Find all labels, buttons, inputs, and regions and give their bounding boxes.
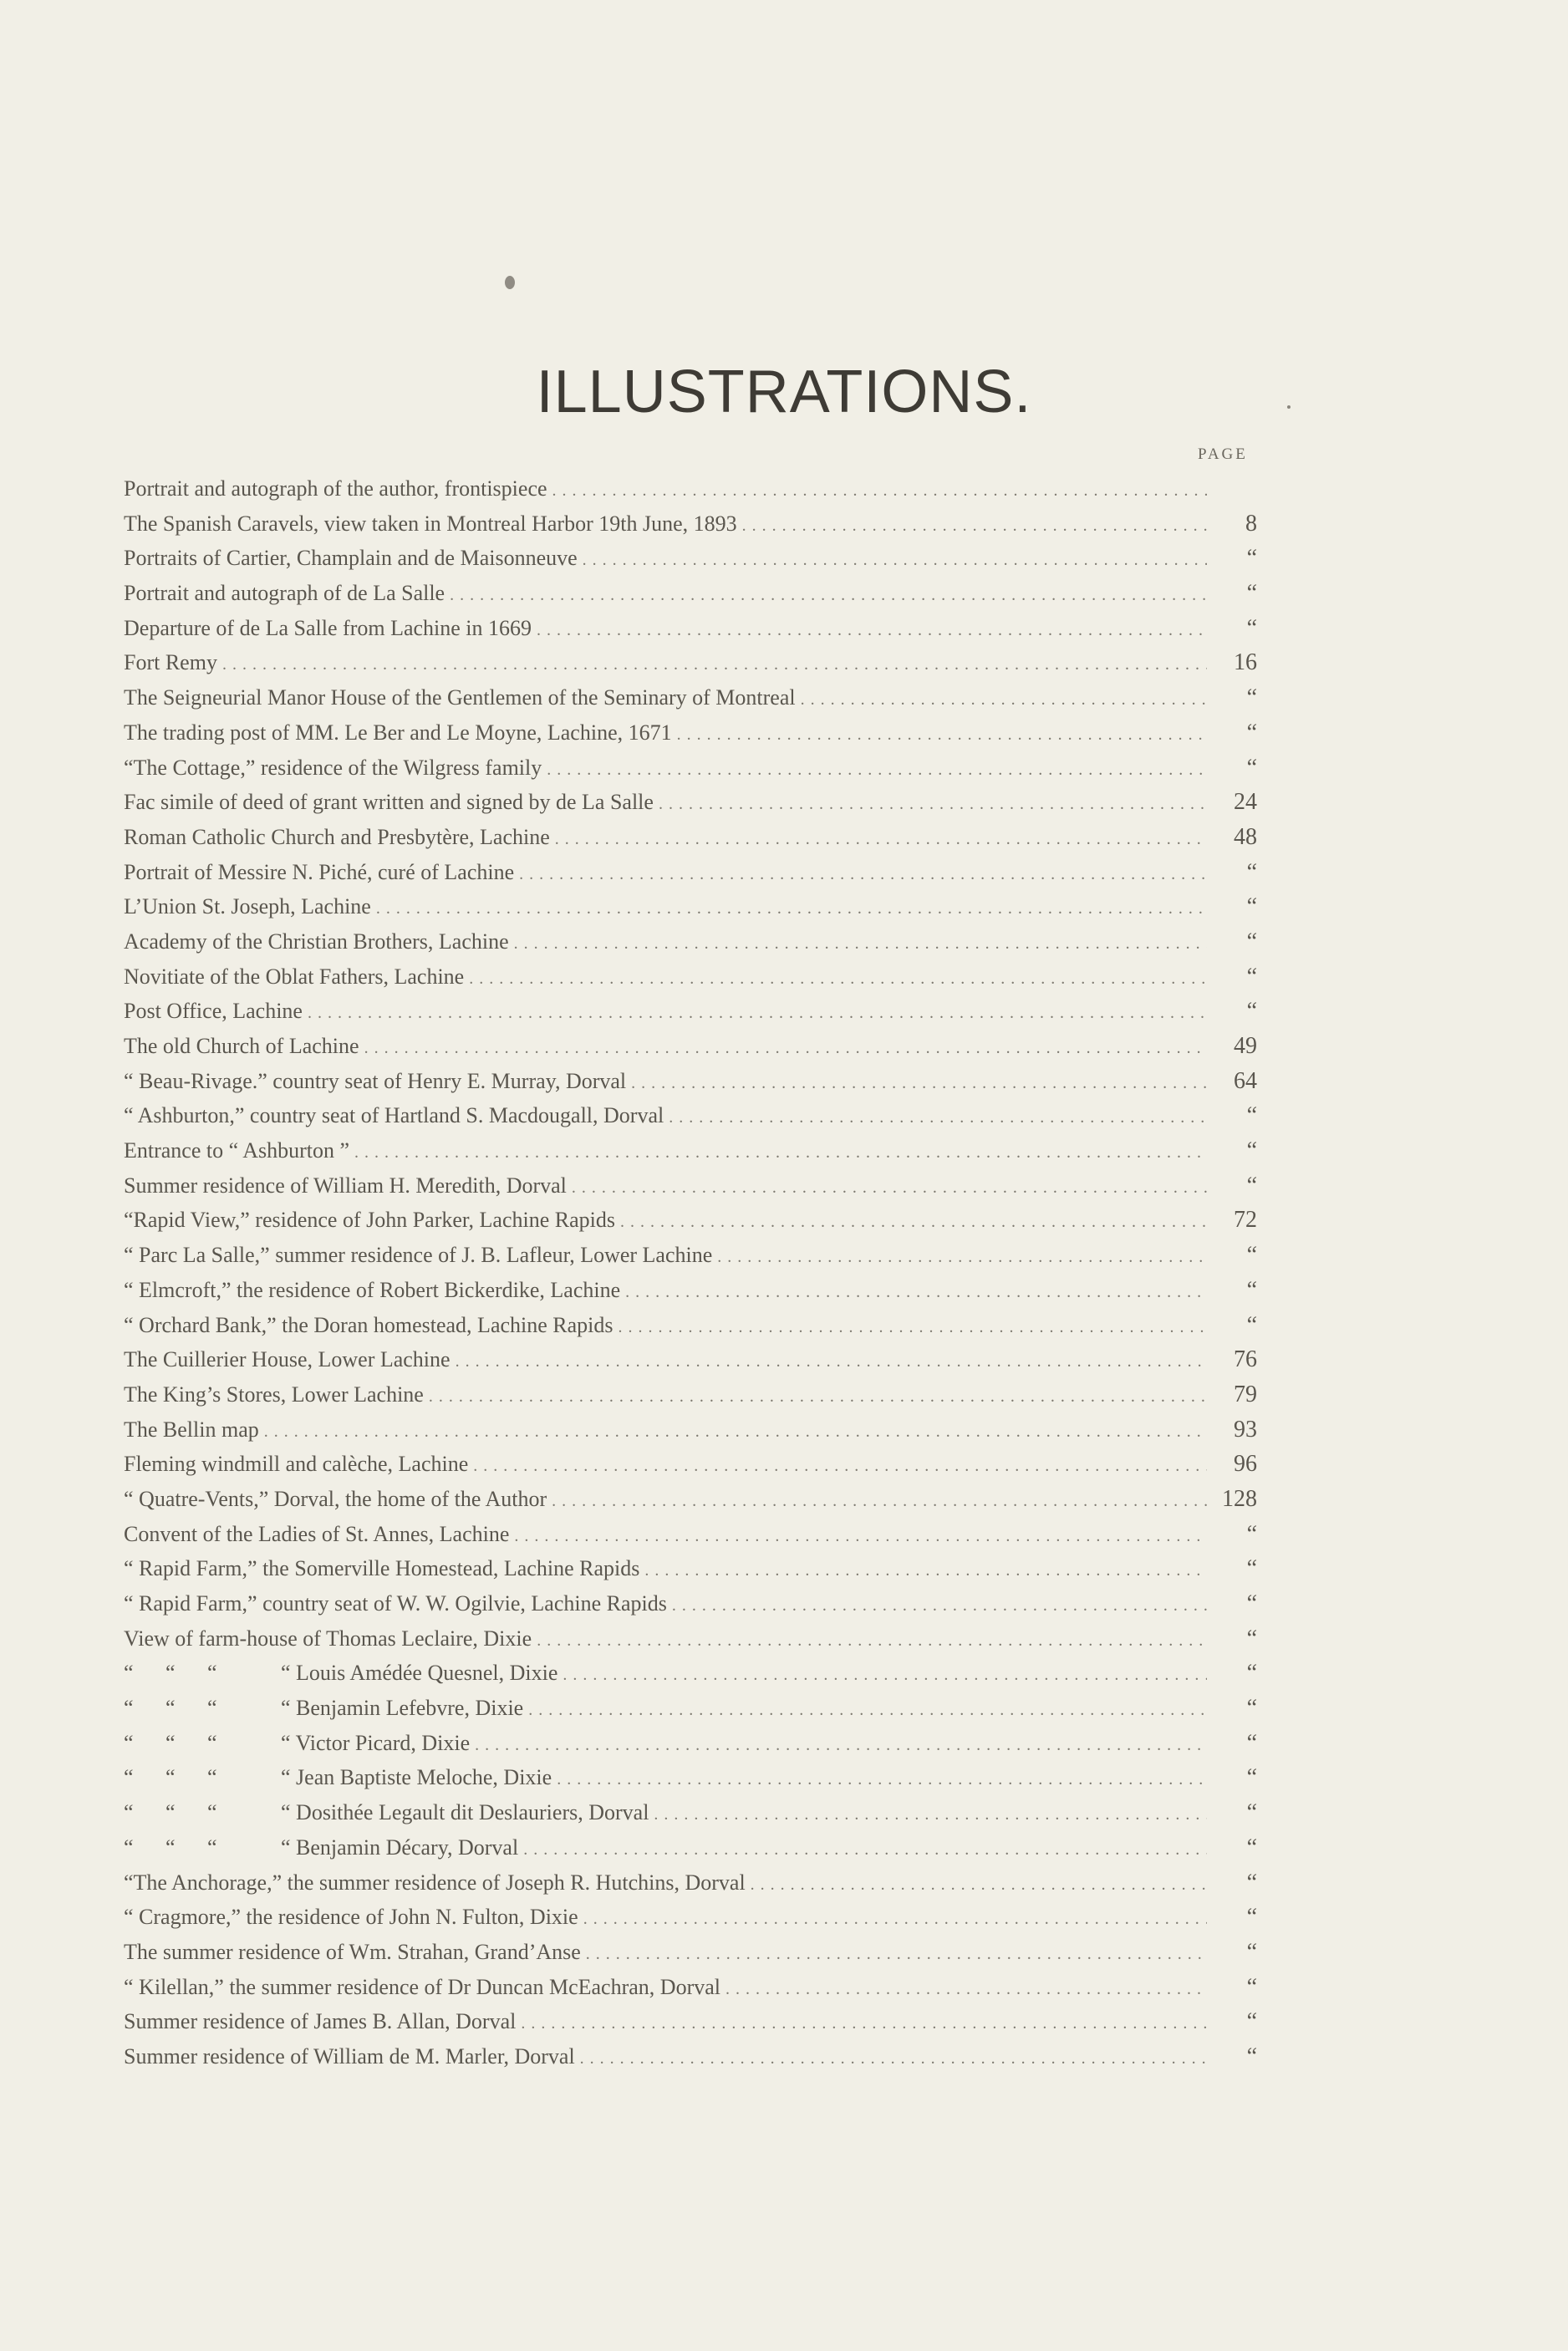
list-item — [124, 751, 1257, 786]
list-item — [124, 1691, 1257, 1726]
list-item — [124, 785, 1257, 820]
entry-page: “ — [1246, 1137, 1257, 1164]
entry-label: The Bellin map . . . — [124, 1412, 1207, 1450]
list-item — [124, 889, 1257, 924]
entry-label: “ Kilellan,” the summer residence of Dr Duncan McEachran, Dorval . . . — [124, 1970, 1207, 2008]
list-item — [124, 1656, 1257, 1691]
entry-page: “ — [1246, 1242, 1257, 1269]
ditto-mark: “ — [165, 1834, 176, 1860]
ditto-mark: “ — [165, 1696, 176, 1721]
entry-page: “ — [1246, 1172, 1257, 1198]
entry-label: “ Parc La Salle,” summer residence of J. B. Lafleur, Lower Lachine . . . — [124, 1238, 1207, 1275]
list-item — [124, 1447, 1257, 1482]
entry-page: 96 — [1234, 1451, 1257, 1478]
entry-label: The King’s Stores, Lower Lachine . . . — [124, 1377, 1207, 1415]
ditto-mark: “ — [165, 1661, 176, 1686]
list-item — [124, 994, 1257, 1029]
ditto-mark: “ — [124, 1834, 134, 1860]
entry-label: “The Cottage,” residence of the Wilgress family . . . — [124, 751, 1207, 788]
entry-label: L’Union St. Joseph, Lachine . . . — [124, 889, 1207, 927]
list-item — [124, 645, 1257, 680]
entry-page: “ — [1246, 1799, 1257, 1826]
entry-page: 79 — [1234, 1381, 1257, 1407]
ditto-mark: “ — [124, 1800, 134, 1825]
entry-text: “ Jean Baptiste Meloche, Dixie — [281, 1765, 552, 1790]
list-item — [124, 1273, 1257, 1308]
entry-label: Fac simile of deed of grant written and signed by de La Salle . . . — [124, 785, 1207, 822]
entry-label: Fleming windmill and calèche, Lachine . . . — [124, 1447, 1207, 1484]
list-item — [124, 1551, 1257, 1586]
list-item — [124, 820, 1257, 855]
entry-page: “ — [1246, 684, 1257, 711]
entry-page: “ — [1246, 1625, 1257, 1651]
list-item — [124, 1168, 1257, 1203]
entry-label — [124, 1726, 1207, 1763]
ditto-mark: “ — [124, 1730, 134, 1755]
entry-label: “ Quatre-Vents,” Dorval, the home of the Author . . . — [124, 1482, 1207, 1519]
list-item — [124, 1900, 1257, 1935]
entry-page: “ — [1246, 1834, 1257, 1860]
list-item — [124, 506, 1257, 542]
entry-page: “ — [1246, 963, 1257, 990]
list-item — [124, 1621, 1257, 1656]
entry-page: “ — [1246, 580, 1257, 607]
entry-page: “ — [1246, 928, 1257, 954]
entry-page: “ — [1246, 998, 1257, 1025]
page-column-header: PAGE — [1198, 445, 1248, 463]
list-item — [124, 1970, 1257, 2005]
entry-page: “ — [1246, 1904, 1257, 1931]
entry-label: The old Church of Lachine . . . — [124, 1029, 1207, 1066]
entry-page: 128 — [1222, 1485, 1257, 1512]
entry-label: The Cuillerier House, Lower Lachine . . . — [124, 1342, 1207, 1380]
entry-label — [124, 1760, 1207, 1798]
list-item — [124, 1760, 1257, 1795]
entry-page: “ — [1246, 1555, 1257, 1582]
entry-page: “ — [1246, 1276, 1257, 1303]
entry-page: 16 — [1234, 649, 1257, 676]
entry-label: Departure of de La Salle from Lachine in 1669 . . . — [124, 611, 1207, 649]
entry-label: Summer residence of William de M. Marler, Dorval . . . — [124, 2039, 1207, 2077]
entry-label: Roman Catholic Church and Presbytère, Lachine . . . — [124, 820, 1207, 857]
illustrations-list — [124, 471, 1257, 2074]
entry-text: “ Louis Amédée Quesnel, Dixie — [281, 1661, 558, 1686]
entry-page: 24 — [1234, 789, 1257, 816]
entry-page: 8 — [1245, 510, 1257, 537]
entry-page: “ — [1246, 1590, 1257, 1616]
entry-label: The Seigneurial Manor House of the Gentlemen of the Seminary of Montreal . . . — [124, 680, 1207, 718]
entry-label: “ Rapid Farm,” the Somerville Homestead, Lachine Rapids . . . — [124, 1551, 1207, 1589]
list-item — [124, 1935, 1257, 1970]
entry-page: “ — [1246, 1764, 1257, 1791]
entry-label: Summer residence of William H. Meredith, Dorval . . . — [124, 1168, 1207, 1206]
entry-label — [124, 1656, 1207, 1693]
entry-page: 76 — [1234, 1346, 1257, 1373]
entry-label — [124, 1691, 1207, 1728]
entry-label: Post Office, Lachine . . . — [124, 994, 1207, 1031]
entry-label: Portrait of Messire N. Piché, curé of Lachine . . . — [124, 855, 1207, 893]
list-item — [124, 1308, 1257, 1343]
entry-page: 48 — [1234, 823, 1257, 850]
entry-page: 64 — [1234, 1067, 1257, 1094]
entry-label — [124, 1830, 1207, 1868]
list-item — [124, 855, 1257, 890]
entry-label: “ Cragmore,” the residence of John N. Fulton, Dixie . . . — [124, 1900, 1207, 1937]
ditto-mark: “ — [207, 1730, 217, 1755]
entry-page: “ — [1246, 1869, 1257, 1896]
entry-text: “ Dosithée Legault dit Deslauriers, Dorval — [281, 1800, 649, 1825]
ditto-mark: “ — [124, 1765, 134, 1790]
list-item — [124, 1586, 1257, 1621]
ditto-mark: “ — [207, 1765, 217, 1790]
entry-label: Fort Remy . . . — [124, 645, 1207, 683]
entry-label: Portraits of Cartier, Champlain and de Maisonneuve . . . — [124, 541, 1207, 578]
ditto-mark: “ — [124, 1696, 134, 1721]
entry-page: “ — [1246, 1695, 1257, 1722]
entry-label: “ Elmcroft,” the residence of Robert Bickerdike, Lachine . . . — [124, 1273, 1207, 1310]
entry-label: Portrait and autograph of the author, frontispiece . . . — [124, 471, 1207, 509]
list-item — [124, 1029, 1257, 1064]
entry-label: “Rapid View,” residence of John Parker, Lachine Rapids . . . — [124, 1203, 1207, 1240]
entry-page: “ — [1246, 719, 1257, 746]
entry-page: “ — [1246, 1102, 1257, 1129]
entry-label: View of farm-house of Thomas Leclaire, Dixie . . . — [124, 1621, 1207, 1659]
page-title: ILLUSTRATIONS. — [536, 359, 1032, 425]
list-item — [124, 611, 1257, 646]
list-item — [124, 1133, 1257, 1168]
entry-page: 49 — [1234, 1033, 1257, 1059]
list-item — [124, 2039, 1257, 2074]
entry-label: “ Rapid Farm,” country seat of W. W. Ogilvie, Lachine Rapids . . . — [124, 1586, 1207, 1624]
list-item — [124, 1377, 1257, 1412]
list-item — [124, 576, 1257, 611]
entry-page: “ — [1246, 1660, 1257, 1687]
list-item — [124, 1203, 1257, 1238]
ditto-mark: “ — [165, 1765, 176, 1790]
list-item — [124, 541, 1257, 576]
entry-page: “ — [1246, 1520, 1257, 1547]
list-item — [124, 1830, 1257, 1865]
ditto-mark: “ — [207, 1661, 217, 1686]
entry-page: “ — [1246, 754, 1257, 781]
ditto-mark: “ — [207, 1834, 217, 1860]
entry-label: “ Beau-Rivage.” country seat of Henry E. Murray, Dorval . . . — [124, 1064, 1207, 1102]
entry-label: “ Orchard Bank,” the Doran homestead, Lachine Rapids . . . — [124, 1308, 1207, 1346]
list-item — [124, 1726, 1257, 1761]
entry-text: “ Benjamin Lefebvre, Dixie — [281, 1696, 524, 1721]
entry-label: Convent of the Ladies of St. Annes, Lachine . . . — [124, 1517, 1207, 1555]
ink-spot — [505, 276, 515, 289]
entry-label: The Spanish Caravels, view taken in Montreal Harbor 19th June, 1893 . . . — [124, 506, 1207, 544]
entry-page: “ — [1246, 1938, 1257, 1965]
entry-label: Summer residence of James B. Allan, Dorval . . . — [124, 2004, 1207, 2042]
list-item — [124, 471, 1257, 506]
ditto-mark: “ — [165, 1800, 176, 1825]
entry-page: “ — [1246, 2008, 1257, 2035]
list-item — [124, 1342, 1257, 1377]
entry-page: “ — [1246, 614, 1257, 641]
list-item — [124, 1517, 1257, 1552]
entry-page: “ — [1246, 545, 1257, 572]
entry-page: 93 — [1234, 1416, 1257, 1443]
list-item — [124, 1064, 1257, 1099]
entry-text: “ Victor Picard, Dixie — [281, 1730, 471, 1755]
entry-text: “ Benjamin Décary, Dorval — [281, 1834, 519, 1860]
entry-label: The summer residence of Wm. Strahan, Grand’Anse . . . — [124, 1935, 1207, 1972]
entry-label: The trading post of MM. Le Ber and Le Moyne, Lachine, 1671 . . . — [124, 715, 1207, 753]
list-item — [124, 1098, 1257, 1133]
ditto-mark: “ — [124, 1661, 134, 1686]
list-item — [124, 1865, 1257, 1901]
entry-page: 72 — [1234, 1207, 1257, 1234]
entry-page: “ — [1246, 1311, 1257, 1338]
entry-label: “ Ashburton,” country seat of Hartland S. Macdougall, Dorval . . . — [124, 1098, 1207, 1136]
list-item — [124, 2004, 1257, 2039]
ditto-mark: “ — [165, 1730, 176, 1755]
list-item — [124, 680, 1257, 715]
entry-label: Novitiate of the Oblat Fathers, Lachine . . . — [124, 959, 1207, 997]
entry-label — [124, 1795, 1207, 1833]
entry-page: “ — [1246, 893, 1257, 920]
list-item — [124, 924, 1257, 959]
entry-page: “ — [1246, 1973, 1257, 2000]
ditto-mark: “ — [207, 1696, 217, 1721]
entry-label: Entrance to “ Ashburton ” . . . — [124, 1133, 1207, 1171]
ditto-mark: “ — [207, 1800, 217, 1825]
list-item — [124, 1238, 1257, 1273]
entry-page: “ — [1246, 858, 1257, 885]
entry-label: Portrait and autograph of de La Salle . . . — [124, 576, 1207, 613]
list-item — [124, 1412, 1257, 1448]
entry-page: “ — [1246, 1729, 1257, 1756]
entry-page: “ — [1246, 2043, 1257, 2069]
list-item — [124, 1482, 1257, 1517]
list-item — [124, 1795, 1257, 1830]
list-item — [124, 715, 1257, 751]
entry-label: Academy of the Christian Brothers, Lachine . . . — [124, 924, 1207, 962]
entry-label: “The Anchorage,” the summer residence of Joseph R. Hutchins, Dorval . . . — [124, 1865, 1207, 1903]
list-item — [124, 959, 1257, 995]
